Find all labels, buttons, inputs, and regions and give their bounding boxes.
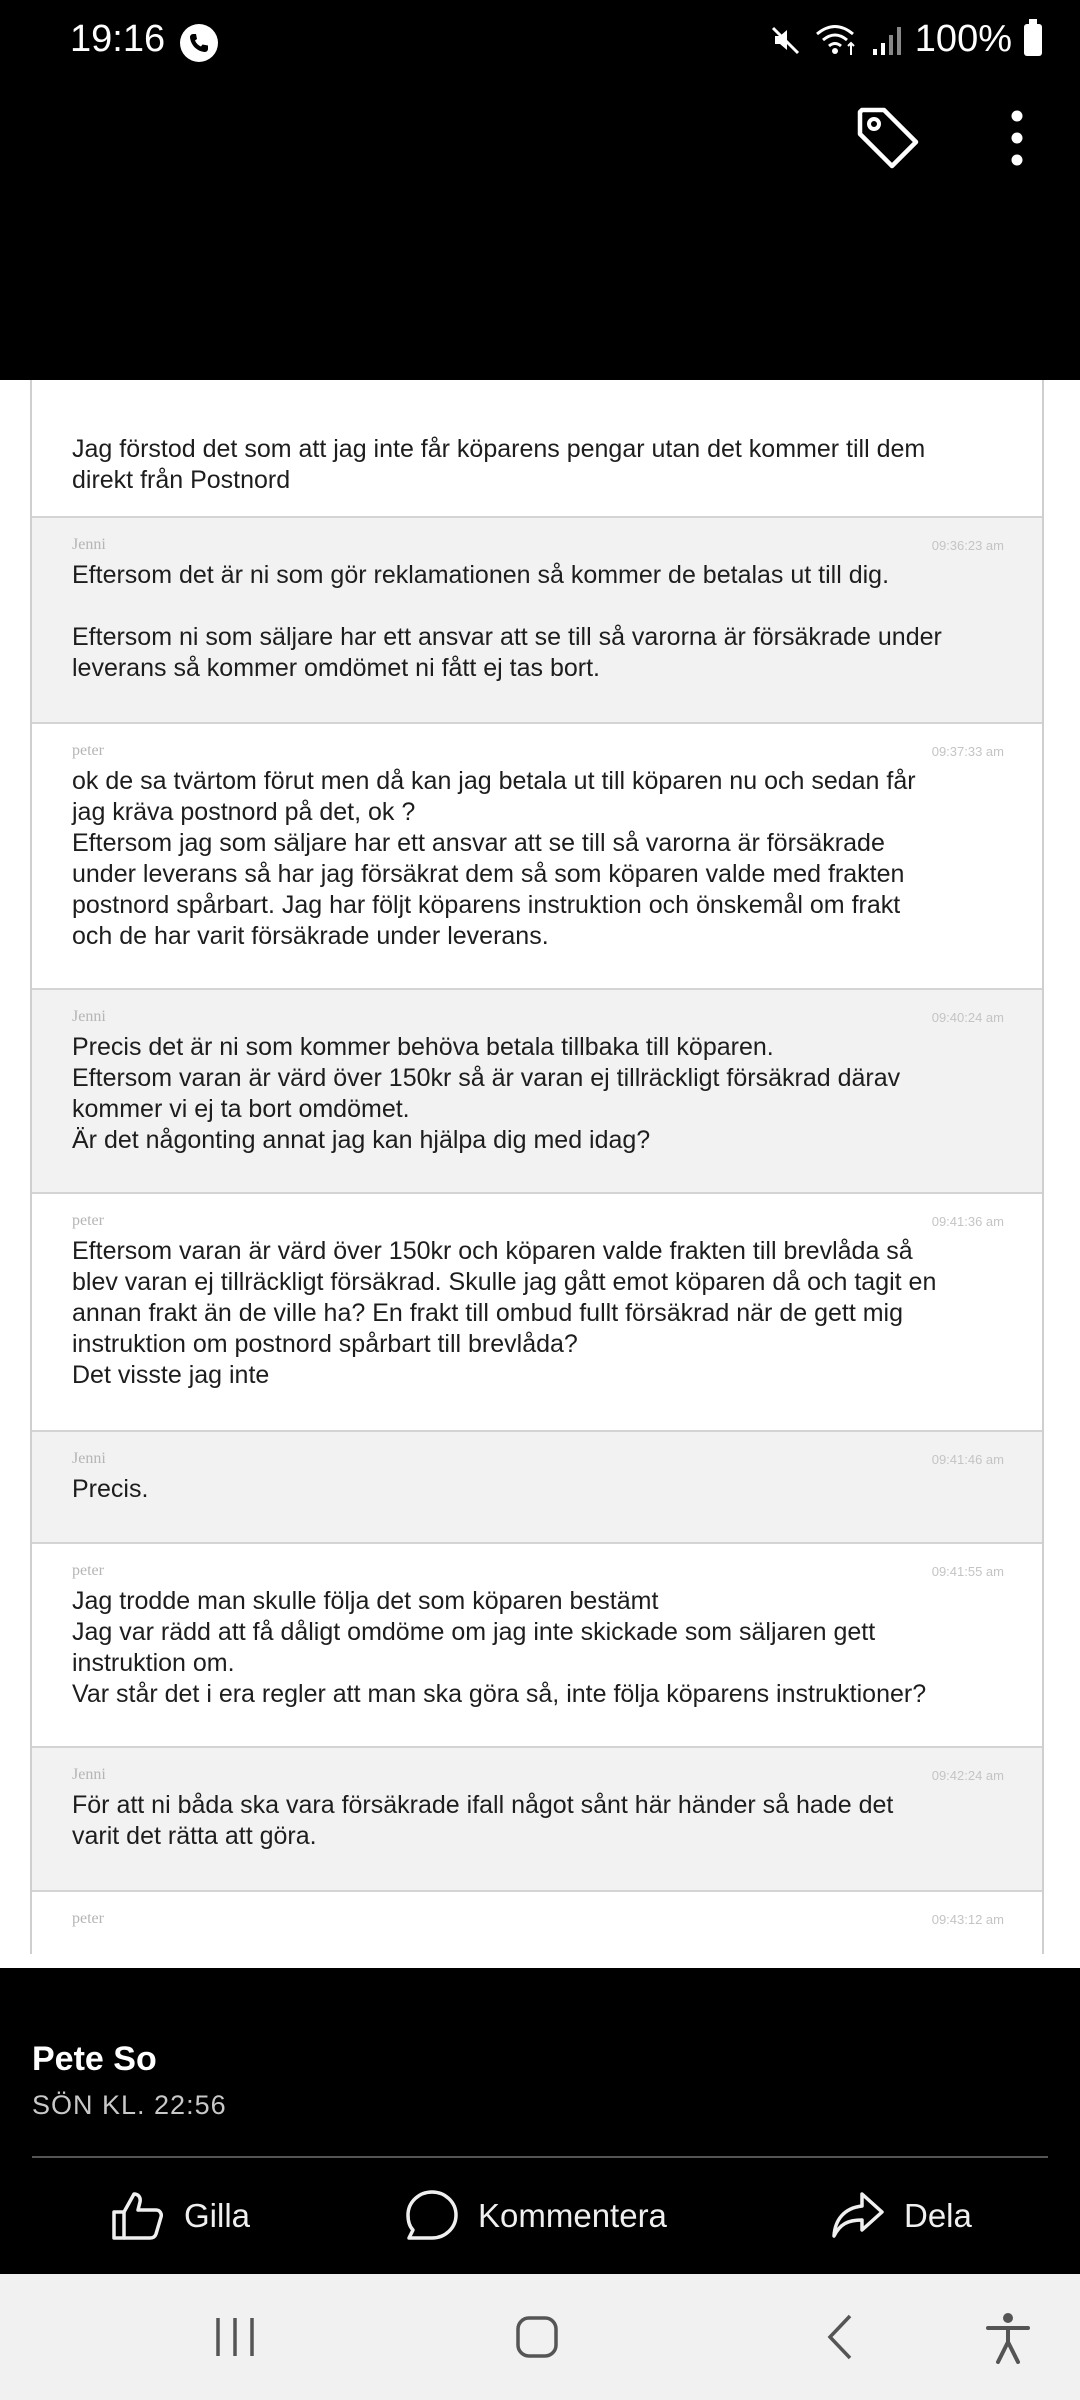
post-photo[interactable] [0,380,1080,1968]
message-text: Jag förstod det som att jag inte får köparens pengar utan det kommer till dem direkt från Postnord [72,435,926,494]
battery-percent: 100% [914,18,1012,60]
message-timestamp: 09:37:33 am [931,744,1004,759]
message-sender: peter [72,1562,104,1579]
message-text: Precis det är ni som kommer behöva betala tillbaka till köparen. Eftersom varan är värd över 150kr så är varan ej tillräckligt försäkrad därav kommer vi ej ta bort omdömet. Är det någonting annat jag kan hjälpa dig med idag? [72,1033,901,1154]
chat-message [32,1748,1042,1892]
post-author[interactable]: Pete So [32,2040,157,2078]
message-sender: peter [72,1910,104,1927]
chat-log [30,380,1044,1954]
message-sender: Jenni [72,536,106,553]
status-icons [769,18,1042,61]
thumbs-up-icon [110,2188,166,2244]
comment-icon [404,2188,460,2244]
message-timestamp: 09:41:36 am [931,1214,1004,1229]
chat-message [32,990,1042,1194]
chat-message [32,1194,1042,1432]
chat-message [32,380,1042,518]
message-timestamp: 09:43:12 am [931,1912,1004,1927]
recent-apps-icon[interactable] [212,2312,258,2362]
message-timestamp: 09:40:24 am [931,1010,1004,1025]
home-icon[interactable] [512,2312,562,2362]
call-icon [180,24,218,62]
share-icon [830,2188,886,2244]
message-timestamp: 09:36:23 am [931,538,1004,553]
chat-message [32,1544,1042,1748]
message-timestamp: 09:42:24 am [931,1768,1004,1783]
chat-message [32,518,1042,724]
signal-icon [871,23,903,57]
post-time: SÖN KL. 22:56 [32,2090,227,2120]
message-text: Eftersom det är ni som gör reklamationen så kommer de betalas ut till dig. Eftersom ni som säljare har ett ansvar att se till så varorna är försäkrade under leverans så kommer omdömet ni fått ej tas bort. [72,561,942,682]
status-bar [0,0,1080,90]
message-text: För att ni båda ska vara försäkrade ifall något sånt här händer så hade det varit det rätta att göra. [72,1791,894,1850]
status-time: 19:16 [70,18,166,60]
comment-label: Kommentera [478,2197,667,2234]
message-sender: Jenni [72,1008,106,1025]
message-text: Precis. [72,1475,149,1503]
message-sender: peter [72,742,104,759]
message-sender: Jenni [72,1450,106,1467]
accessibility-icon[interactable] [984,2312,1032,2364]
tag-icon[interactable] [852,102,924,174]
wifi-icon [815,23,859,57]
back-icon[interactable] [820,2312,860,2362]
like-button[interactable] [110,2188,250,2244]
more-options-icon[interactable] [1002,108,1032,168]
message-timestamp: 09:41:55 am [931,1564,1004,1579]
share-button[interactable] [830,2188,972,2244]
chat-message [32,1432,1042,1544]
comment-button[interactable] [404,2188,667,2244]
divider [32,2156,1048,2158]
like-label: Gilla [184,2197,251,2234]
message-sender: Jenni [72,1766,106,1783]
message-sender: peter [72,1212,104,1229]
message-text: Jag trodde man skulle följa det som köparen bestämt Jag var rädd att få dåligt omdöme om jag inte skickade som säljaren gett instruktion om. Var står det i era regler att man ska göra så, inte följa köparens instruktioner? [72,1587,927,1708]
message-timestamp: 09:41:46 am [931,1452,1004,1467]
message-text: Eftersom varan är värd över 150kr och köparen valde frakten till brevlåda så blev varan ej tillräckligt försäkrad. Skulle jag gått emot köparen då och tagit en annan frakt än de ville ha? En frakt till ombud fullt försäkrad när de gett mig instruktion om postnord spårbart till brevlåda? Det visste jag inte [72,1237,937,1389]
battery-icon [1024,24,1042,56]
message-text: ok de sa tvärtom förut men då kan jag betala ut till köparen nu och sedan får jag kräva postnord på det, ok ? Eftersom jag som säljare har ett ansvar att se till så varorna är försäkrade under leverans så har jag försäkrat dem så som köparen valde med frakten postnord spårbart. Jag har följt köparens instruktion och önskemål om frakt och de har varit försäkrade under leverans. [72,767,916,950]
mute-icon [769,23,803,57]
chat-message [32,724,1042,990]
share-label: Dela [904,2197,972,2234]
chat-message [32,1892,1042,1962]
navigation-bar [0,2274,1080,2400]
